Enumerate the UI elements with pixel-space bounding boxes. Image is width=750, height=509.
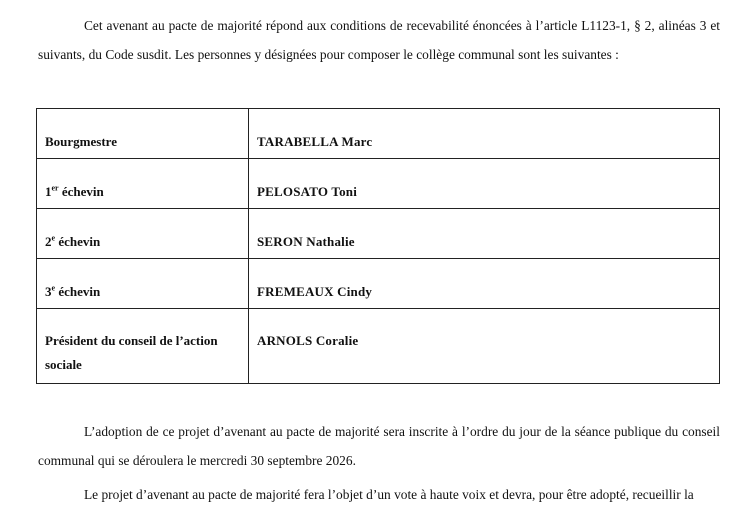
role-number: 3 xyxy=(45,284,52,299)
name-cell xyxy=(249,109,720,159)
member-name: FREMEAUX Cindy xyxy=(257,284,373,299)
member-name: ARNOLS Coralie xyxy=(257,333,359,348)
role-number: 1 xyxy=(45,184,52,199)
role-cell xyxy=(37,259,249,309)
role-cell xyxy=(37,209,249,259)
college-communal-table xyxy=(36,108,720,384)
role-label: échevin xyxy=(58,184,104,199)
role-label: échevin xyxy=(55,284,101,299)
name-cell xyxy=(249,209,720,259)
role-cell xyxy=(37,309,249,384)
adoption-paragraph-text: L’adoption de ce projet d’avenant au pacte de majorité sera inscrite à l’ordre du jour de la séance publique du conseil communal qui se déroulera le mercredi 30 septembre 2026. xyxy=(38,424,720,468)
table-row xyxy=(37,259,720,309)
role-ordinal-suffix: er xyxy=(51,183,59,193)
role-label: Bourgmestre xyxy=(45,134,117,149)
member-name: PELOSATO Toni xyxy=(257,184,358,199)
role-label: Président du conseil de l’action sociale xyxy=(45,333,218,372)
vote-paragraph-text: Le projet d’avenant au pacte de majorité fera l’objet d’un vote à haute voix et devra, pour être adopté, recueillir la xyxy=(84,487,694,502)
role-number: 2 xyxy=(45,234,52,249)
role-ordinal-suffix: e xyxy=(51,233,56,243)
table-row xyxy=(37,209,720,259)
role-cell xyxy=(37,159,249,209)
vote-paragraph xyxy=(38,480,720,509)
name-cell xyxy=(249,309,720,384)
table-row xyxy=(37,109,720,159)
name-cell xyxy=(249,159,720,209)
member-name: SERON Nathalie xyxy=(257,234,355,249)
member-name: TARABELLA Marc xyxy=(257,134,373,149)
table-row xyxy=(37,159,720,209)
table-row xyxy=(37,309,720,384)
role-ordinal-suffix: e xyxy=(51,283,56,293)
role-cell xyxy=(37,109,249,159)
intro-paragraph-text: Cet avenant au pacte de majorité répond aux conditions de recevabilité énoncées à l’article L1123-1, § 2, alinéas 3 et suivants, du Code susdit. Les personnes y désignées pour composer le collège communal sont les suivantes : xyxy=(38,18,720,62)
adoption-paragraph xyxy=(38,417,720,475)
intro-paragraph xyxy=(38,11,720,69)
role-label: échevin xyxy=(55,234,101,249)
name-cell xyxy=(249,259,720,309)
